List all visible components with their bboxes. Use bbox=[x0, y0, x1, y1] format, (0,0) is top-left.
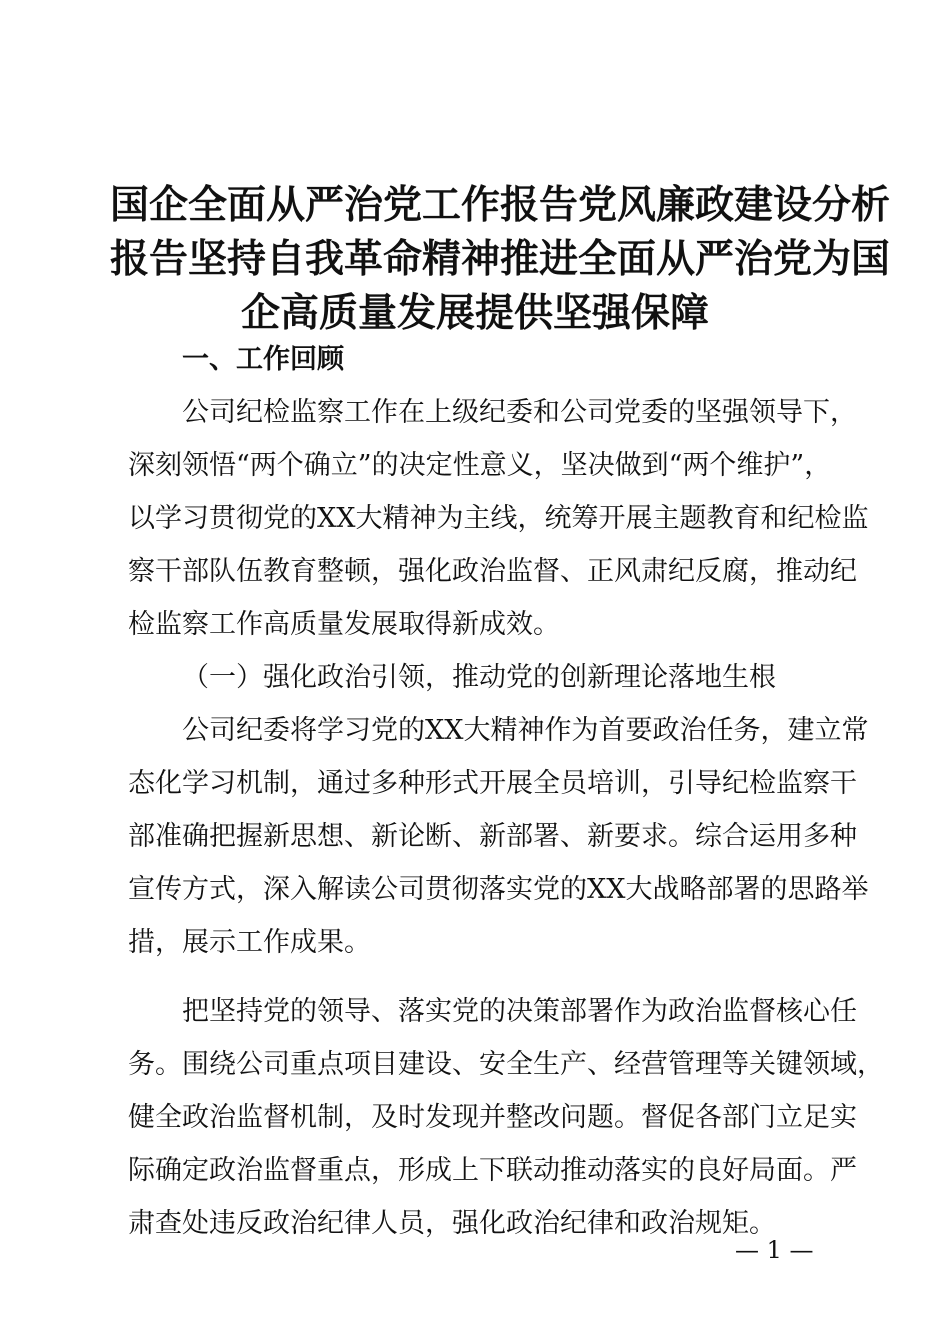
page-number: — 1 — bbox=[735, 1236, 814, 1264]
paragraph-1 bbox=[128, 386, 869, 651]
section-heading: 一、工作回顾 bbox=[182, 344, 344, 375]
paragraph-line: 措，展示工作成果。 bbox=[128, 927, 371, 958]
paragraph-2 bbox=[128, 704, 869, 969]
paragraph-line: 宣传方式，深入解读公司贯彻落实党的XX大战略部署的思路举 bbox=[128, 874, 869, 905]
paragraph-line: 肃查处违反政治纪律人员，强化政治纪律和政治规矩。 bbox=[128, 1208, 776, 1239]
paragraph-line: 检监察工作高质量发展取得新成效。 bbox=[128, 609, 560, 640]
paragraph-line: 际确定政治监督重点，形成上下联动推动落实的良好局面。严 bbox=[128, 1155, 857, 1186]
paragraph-line: 健全政治监督机制，及时发现并整改问题。督促各部门立足实 bbox=[128, 1102, 857, 1133]
title-line: 报告坚持自我革命精神推进全面从严治党为国 bbox=[110, 236, 891, 282]
paragraph-line: 深刻领悟“两个确立”的决定性意义，坚决做到“两个维护”， bbox=[128, 450, 832, 481]
paragraph-gap bbox=[128, 969, 833, 985]
paragraph-3 bbox=[128, 985, 884, 1250]
paragraph-line: 察干部队伍教育整顿，强化政治监督、正风肃纪反腐，推动纪 bbox=[128, 556, 857, 587]
title-line: 企高质量发展提供坚强保障 bbox=[240, 290, 709, 336]
paragraph-line: 公司纪委将学习党的XX大精神作为首要政治任务，建立常 bbox=[182, 715, 869, 746]
paragraph-line: 公司纪检监察工作在上级纪委和公司党委的坚强领导下， bbox=[182, 397, 857, 428]
paragraph-line: 态化学习机制，通过多种形式开展全员培训，引导纪检监察干 bbox=[128, 768, 857, 799]
paragraph-line: 部准确把握新思想、新论断、新部署、新要求。综合运用多种 bbox=[128, 821, 857, 852]
subheading: （一）强化政治引领，推动党的创新理论落地生根 bbox=[182, 662, 776, 693]
paragraph-line: 把坚持党的领导、落实党的决策部署作为政治监督核心任 bbox=[182, 996, 857, 1027]
paragraph-line: 务。围绕公司重点项目建设、安全生产、经营管理等关键领域， bbox=[128, 1049, 884, 1080]
document-body bbox=[128, 333, 884, 1250]
paragraph-line: 以学习贯彻党的XX大精神为主线，统筹开展主题教育和纪检监 bbox=[128, 503, 869, 534]
document-title bbox=[110, 178, 891, 340]
title-line: 国企全面从严治党工作报告党风廉政建设分析 bbox=[110, 182, 891, 228]
